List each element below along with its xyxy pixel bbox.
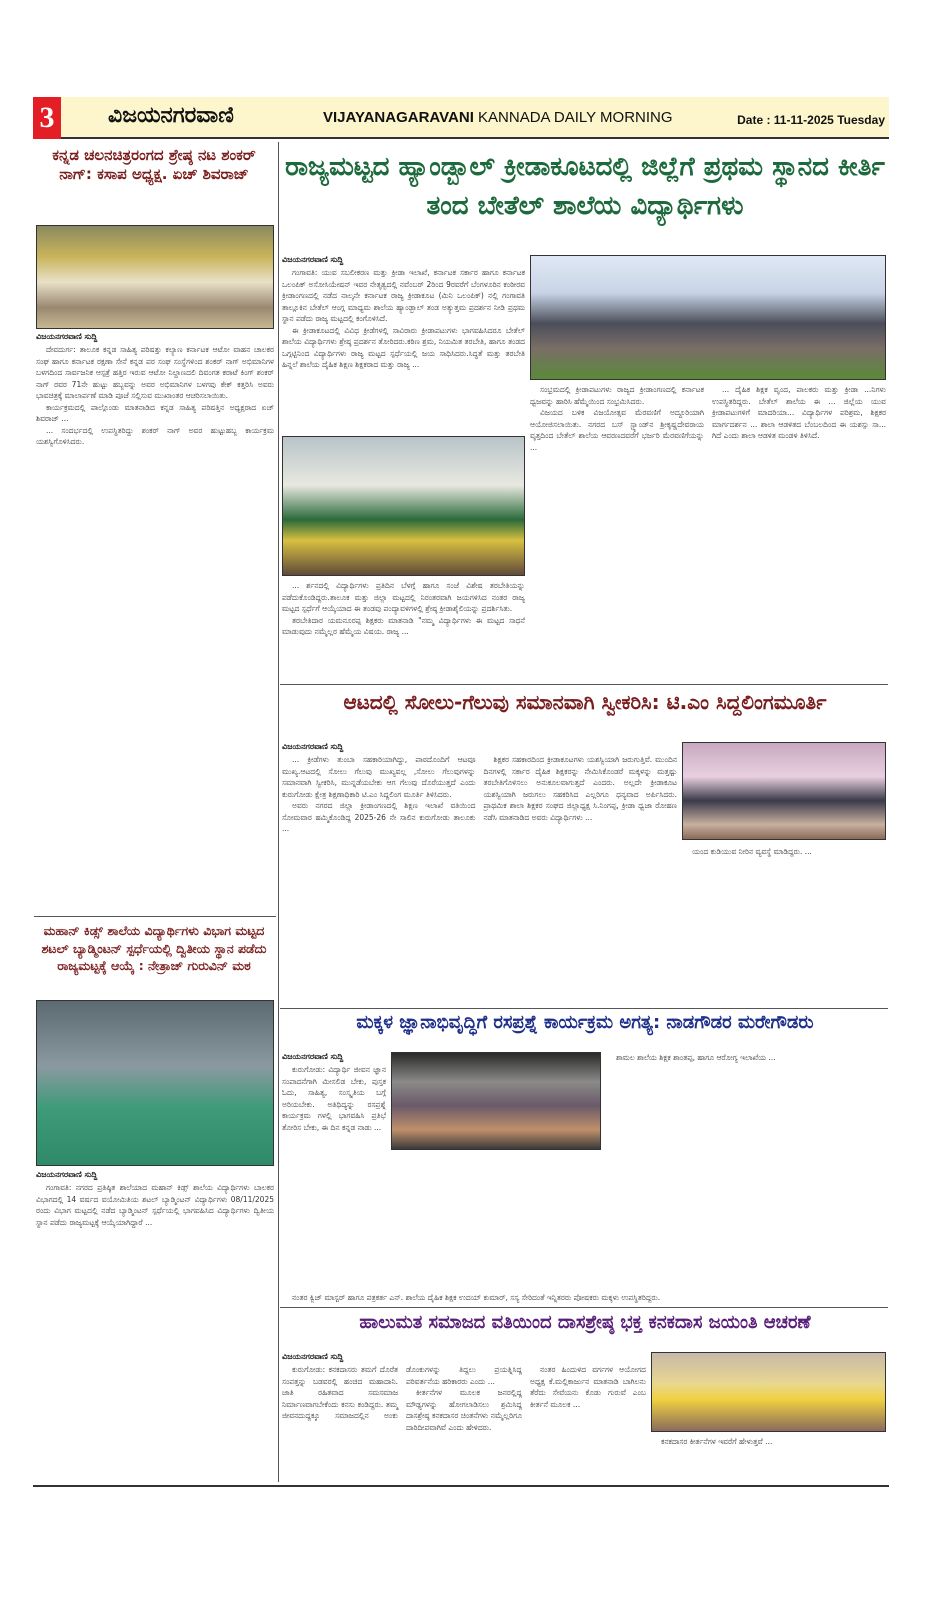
paragraph: ಶಾಮಲ ಶಾಲೆಯ ಶಿಕ್ಷಕ ಶಾಂತಪ್ಪ, ಹಾಗೂ ಆರೋಗ್ಯ ಇಲಾಖೆಯ ... xyxy=(616,1053,776,1062)
column-divider xyxy=(278,142,279,1482)
paragraph: ಗಂಗಾವತಿ: ಯುವ ಸಬಲೀಕರಣ ಮತ್ತು ಕ್ರೀಡಾ ಇಲಾಖೆ, ಕರ್ನಾಟಕ ಸರ್ಕಾರ ಹಾಗೂ ಕರ್ನಾಟಕ ಒಲಂಪಿಕ್ ಅಸೋಸಿಯೇಷನ್ ಇವರ ನೇತೃತ್ವದಲ್ಲಿ ನವೆಂಬರ್ 2ರಿಂದ 9ರವರೆಗೆ ಬೆಂಗಳೂರಿನ ಕಂಠೀರವ ಕ್ರೀಡಾಂಗಣದಲ್ಲಿ ನಡೆದ ನಾಲ್ಕನೇ ಕರ್ನಾಟಕ ರಾಜ್ಯ ಕ್ರೀಡಾಕೂಟ (ಮಿನಿ ಒಲಂಪಿಕ್) ನಲ್ಲಿ ಗಂಗಾವತಿ ತಾಲ್ಲೂಕಿನ ಬೇತೆಲ್ ಆಂಗ್ಲ ಮಾಧ್ಯಮ ಶಾಲೆಯ ಹ್ಯಾಂಡ್ಬಾಲ್ ತಂಡ ಅತ್ಯುತ್ತಮ ಪ್ರದರ್ಶನ ನೀಡಿ ಪ್ರಥಮ ಸ್ಥಾನ ಪಡೆದು ರಾಜ್ಯ ಮಟ್ಟದಲ್ಲಿ ಕಂಗೊಳಿಸಿದೆ. xyxy=(282,268,525,323)
photo-kanakadasa xyxy=(651,1352,886,1432)
paragraph: ... ಸಂದರ್ಭದಲ್ಲಿ ಉಪಸ್ಥಿತರಿದ್ದು ಶಂಕರ್ ನಾಗ್ ಅವರ ಹುಟ್ಟುಹಬ್ಬ ಕಾರ್ಯಕ್ರಮ ಯಶಸ್ವಿಗೊಳಿಸಿದರು. xyxy=(36,425,274,446)
photo-quiz-group xyxy=(391,1052,601,1150)
byline: ವಿಜಯನಗರವಾಣಿ ಸುದ್ದಿ xyxy=(282,1352,344,1361)
paragraph: ಅವರು ನಗರದ ಜಿಲ್ಲಾ ಕ್ರೀಡಾಂಗಣದಲ್ಲಿ ಶಿಕ್ಷಣ ಇಲಾಖೆ ವತಿಯಿಂದ ಸೋಮವಾರ ಹಮ್ಮಿಕೊಂಡಿದ್ದ 2025-26 ನೇ ಸಾಲಿನ ಕುರುಗೋಡು ತಾಲೂಕು ... xyxy=(282,801,476,833)
paragraph: ಸಂಭ್ರಮದಲ್ಲಿ ಕ್ರೀಡಾಪಟುಗಳು ರಾಜ್ಯದ ಕ್ರೀಡಾಂಗಣದಲ್ಲಿ ಕರ್ನಾಟಕ ಧ್ವಜವನ್ನು ಹಾರಿಸಿ ಹೆಮ್ಮೆಯಿಂದ ಸಂಭ್ರಮಿಸಿದರು. xyxy=(530,385,704,406)
article-body-continued xyxy=(606,1052,886,1302)
paragraph: ಯಂದ ಕುಡಿಯುವ ನೀರಿನ ವ್ಯವಸ್ಥೆ ಮಾಡಿದ್ದರು. ... xyxy=(692,847,812,856)
article-body xyxy=(36,344,274,914)
byline: ವಿಜಯನಗರವಾಣಿ ಸುದ್ದಿ xyxy=(282,255,344,264)
photo-badminton xyxy=(36,1000,274,1166)
photo-sports-stage xyxy=(682,742,886,840)
article-body xyxy=(36,1182,274,1482)
masthead xyxy=(33,97,889,139)
paragraph: ವಿಜಯದ ಬಳಿಕ ವಿಜಯೋತ್ಸವ ಮೆರವಣಿಗೆ ಅದ್ದೂರಿಯಾಗಿ ಆಯೋಜಿಸಲಾಯಿತು. ನಗರದ ಬಸ್ ಸ್ಟ್ಯಾಂಡ್‌ನ ಶ್ರೀಕೃಷ್ಣದೇವರಾಯ ವೃತ್ತದಿಂದ ಬೇತೆಲ್ ಶಾಲೆಯ ಆವರಣದವರೆಗೆ ಭರ್ಜರಿ ಮೆರವಣಿಗೆಯನ್ನು ... xyxy=(530,408,704,452)
article-body-continued xyxy=(651,1436,886,1482)
photo-award-stage xyxy=(530,255,886,380)
divider xyxy=(34,916,276,917)
byline: ವಿಜಯನಗರವಾಣಿ ಸುದ್ದಿ xyxy=(282,742,344,751)
paragraph: ಕುರುಗೋಡು: ವಿದ್ಯಾರ್ಥಿ ಜೀವನ ಜ್ಞಾನ ಸಂಪಾದನೆಗಾಗಿ ಮೀಸಲಿಡ ಬೇಕು, ಪುಸ್ತಕ ಓದು, ಸಾಹಿತ್ಯ, ಸಂಸ್ಕೃತಿಯ ಬಗ್ಗೆ ಅರಿಯಬೇಕು. ಅತಿಥಿದ್ಯನ್ನು ರಸಪ್ರಶ್ನೆ ಕಾರ್ಯಕ್ರಮ ಗಳಲ್ಲಿ ಭಾಗವಹಿಸಿ ಪ್ರತಿಭೆ ತೋರಿಸ ಬೇಕು, ಈ ದಿನ ಕನ್ನಡ ನಾಡು ... xyxy=(282,1065,386,1132)
paragraph: ... ರ್ಶನದಲ್ಲಿ ವಿದ್ಯಾರ್ಥಿಗಳು ಪ್ರತಿದಿನ ಬೆಳಗ್ಗೆ ಹಾಗೂ ಸಂಜೆ ವಿಶೇಷ ತರಬೇತಿಯನ್ನು ಪಡೆದುಕೊಂಡಿದ್ದರು.ತಾಲೂಕ ಮತ್ತು ಜಿಲ್ಲಾ ಮಟ್ಟದಲ್ಲಿ ನಿರಂತರವಾಗಿ ಜಯಗಳಿಸಿದ ನಂತರ ರಾಜ್ಯ ಮಟ್ಟದ ಸ್ಪರ್ಧೆಗೆ ಆಯ್ಕೆಯಾದ ಈ ತಂಡವು ಪಂದ್ಯಾವಳಿಗಳಲ್ಲಿ ಶ್ರೇಷ್ಠ ಕ್ರೀಡಾಶೈಲಿಯನ್ನು ಪ್ರದರ್ಶಿಸಿತು. xyxy=(282,581,525,613)
paragraph: ಕಾರ್ಯಕ್ರಮದಲ್ಲಿ ಪಾಲ್ಗೊಂಡು ಮಾತನಾಡಿದ ಕನ್ನಡ ಸಾಹಿತ್ಯ ಪರಿಷತ್ತಿನ ಅಧ್ಯಕ್ಷರಾದ ಏಚ್ ಶಿವರಾಜ್ ... xyxy=(36,402,274,423)
headline-sports-meet: ಆಟದಲ್ಲಿ ಸೋಲು-ಗೆಲುವು ಸಮಾನವಾಗಿ ಸ್ವೀಕರಿಸಿ: ಟಿ.ಎಂ ಸಿದ್ದಲಿಂಗಮೂರ್ತಿ xyxy=(343,690,827,714)
headline-quiz: ಮಕ್ಕಳ ಜ್ಞಾನಾಭಿವೃದ್ಧಿಗೆ ರಸಪ್ರಶ್ನೆ ಕಾರ್ಯಕ್ರಮ ಅಗತ್ಯ: ನಾಡಗೌಡರ ಮರೇಗೌಡರು xyxy=(356,1012,814,1033)
article-body-continued xyxy=(282,1292,886,1304)
paragraph: ... ದೈಹಿಕ ಶಿಕ್ಷಕ ವೃಂದ, ಪಾಲಕರು ಮತ್ತು ಕ್ರೀಡಾ ...ನಿಗಳು ಉಪಸ್ಥಿತರಿದ್ದರು. ಬೇತೆಲ್ ಶಾಲೆಯ ಈ ... ಜಿಲ್ಲೆಯ ಯುವ ಕ್ರೀಡಾಪಟುಗಳಿಗೆ ಮಾದರಿಯಾ... ವಿದ್ಯಾರ್ಥಿಗಳ ಪರಿಶ್ರಮ, ಶಿಕ್ಷಕರ ಮಾರ್ಗದರ್ಶನ ... ಶಾಲಾ ಆಡಳಿತದ ಬೆಂಬಲದಿಂದ ಈ ಯಶಸ್ಸು ಸಾ... ಗಿದೆ ಎಂದು ಶಾಲಾ ಆಡಳಿತ ಮಂಡಳಿ ತಿಳಿಸಿದೆ. xyxy=(712,385,886,440)
page-number: 3 xyxy=(33,97,61,139)
paragraph: ಶಿಕ್ಷಕರ ಸಹಕಾರದಿಂದ ಕ್ರೀಡಾಕೂಟಗಳು ಯಶಸ್ವಿಯಾಗಿ ಜರುಗುತ್ತಿವೆ. ಮುಂದಿನ ದಿನಗಳಲ್ಲಿ ಸರ್ಕಾರ ದೈಹಿಕ ಶಿಕ್ಷಕರನ್ನು ನೇಮಿಸಿಕೊಂಡರೆ ಮಕ್ಕಳನ್ನು ಮತ್ತಷ್ಟು ತರಬೇತಿಗೊಳಿಸಲು ಅನುಕೂಲವಾಗುತ್ತದೆ ಎಂದರು. ಅಲ್ಲದೇ ಕ್ರೀಡಾಕೂಟ ಯಶಸ್ವಿಯಾಗಿ ಜರುಗಲು ಸಹಕರಿಸಿದ ಎಲ್ಲರಿಗೂ ಧನ್ಯವಾದ ಅರ್ಪಿಸಿದರು. ಪ್ರಾಥಮಿಕ ಶಾಲಾ ಶಿಕ್ಷಕರ ಸಂಘದ ಜಿಲ್ಲಾಧ್ಯಕ್ಷ ಸಿ.ನಿಂಗಪ್ಪ, ಕ್ರೀಡಾ ಧ್ವಜಾ ರೋಹಣ ನಡೆಸಿ ಮಾತನಾಡಿದ ಅವರು ವಿದ್ಯಾರ್ಥಿಗಳು ... xyxy=(483,755,677,822)
divider xyxy=(280,684,888,685)
paragraph: ದೇವದುರ್ಗ: ತಾಲೂಕ ಕನ್ನಡ ಸಾಹಿತ್ಯ ಪರಿಷತ್ತು ಕಲ್ಯಾಣ ಕರ್ನಾಟಕ ಆಟೋ ವಾಹನ ಚಾಲಕರ ಸಂಘ ಹಾಗೂ ಕರ್ನಾಟಕ ರಕ್ಷಣಾ ಸೇನೆ ಕನ್ನಡ ಪರ ಸಂಘ ಸಂಸ್ಥೆಗಳಿಂದ ಶಂಕರ್ ನಾಗ್ ಅಭಿಮಾನಿಗಳ ಬಳಗದಿಂದ ಸಾರ್ವಜನಿಕ ಆಸ್ಪತ್ರೆ ಹತ್ತಿರ ಇರುವ ಆಟೋ ನಿಲ್ದಾಣದಲಿ ದಿವಂಗತ ಕರಾಟೆ ಕಿಂಗ್ ಶಂಕರ್ ನಾಗ್ ರವರ 71ನೇ ಹುಟ್ಟು ಹಬ್ಬವನ್ನು ಅವರ ಅಭಿಮಾನಿಗಳ ಬಳಗವು ಕೇಕ್ ಕತ್ತರಿಸಿ ಅವರು ಭಾವಚಿತ್ರಕ್ಕೆ ಮಾಲಾರ್ಪಣೆ ಮಾಡಿ ಪೂಜೆ ಸಲ್ಲಿಸುವ ಮುಖಾಂತರ ಆಚರಿಸಲಾಯಿತು. xyxy=(36,345,274,400)
article-body-continued xyxy=(682,846,886,1004)
name-bold: VIJAYANAGARAVANI xyxy=(323,109,474,126)
byline: ವಿಜಯನಗರವಾಣಿ ಸುದ್ದಿ xyxy=(282,1052,344,1061)
byline: ವಿಜಯನಗರವಾಣಿ ಸುದ್ದಿ xyxy=(36,332,98,341)
article-body-continued xyxy=(530,384,886,574)
newspaper-logo: ವಿಜಯನಗರವಾಣಿ xyxy=(108,103,234,128)
divider xyxy=(280,1008,888,1009)
bottom-rule xyxy=(33,1485,889,1487)
issue-date: Date : 11-11-2025 Tuesday xyxy=(737,113,885,127)
paragraph: ಕುರುಗೋಡು: ಕನಕದಾಸರು ತಮಗೆ ದೊರೆತ ಸಂಪತ್ತನ್ನು ಬಡವರಲ್ಲಿ ಹಂಚಿದ ಮಹಾದಾನಿ. ಜಾತಿ ರಹಿತವಾದ ಸಮಸಮಾಜ ನಿರ್ಮಾಣವಾಗಬೇಕೆಂದು ಕನಸು ಕಂಡಿದ್ದರು. ತಮ್ಮ ಜೀವನದುದ್ದಕ್ಕೂ ಸಮಾಜದಲ್ಲಿನ ಅಂಕು ಡೊಂಕುಗಳನ್ನು ತಿದ್ದಲು ಪ್ರಯತ್ನಿಸಿದ್ದ ಪರಿವರ್ತನೆಯ ಹರಿಕಾರರು ಎಂದು ... xyxy=(282,1365,522,1420)
paragraph: ನಂತರ ಕ್ವಿಜ್ ಮಾಸ್ಟರ್ ಹಾಗೂ ಪತ್ರಕರ್ತ ಎನ್. ಶಾಲೆಯ ದೈಹಿಕ ಶಿಕ್ಷಕ ಉದಯ್ ಕುಮಾರ್, ಸಸ್ಯ ಸೇರಿದಂತೆ ಇನ್ನಿತರರು ಪೋಷಕರು ಮಕ್ಕಳು ಉಪಸ್ಥಿತರಿದ್ದರು. xyxy=(292,1293,661,1302)
paragraph: ಕೀರ್ತನೆಗಳ ಮೂಲಕ ಜನರಲ್ಲಿದ್ದ ಮೌಢ್ಯಗಳನ್ನು ಹೋಗಲಾಡಿಸಲು ಶ್ರಮಿಸಿದ್ದ ದಾಸಶ್ರೇಷ್ಠ ಕನಕದಾಸರ ಚಿಂತನೆಗಳು ನಮ್ಮೆಲ್ಲರಿಗೂ ದಾರಿದೀಪವಾಗಿವೆ ಎಂದು ಹೇಳಿದರು. xyxy=(406,1388,522,1432)
headline-badminton: ಮಹಾನ್ ಕಿಡ್ಸ್ ಶಾಲೆಯ ವಿದ್ಯಾರ್ಥಿಗಳು ವಿಭಾಗ ಮಟ್ಟದ ಶಟಲ್ ಬ್ಯಾಡ್ಮಿಂಟನ್ ಸ್ಪರ್ಧೆಯಲ್ಲಿ ದ್ವಿತೀಯ ಸ್ಥಾನ ಪಡೆದು ರಾಜ್ಯಮಟ್ಟಕ್ಕೆ ಆಯ್ಕೆ : ನೇತ್ರಾಜ್ ಗುರುವಿನ್ ಮಠ xyxy=(41,923,267,973)
newspaper-name xyxy=(323,109,673,126)
photo-tribute xyxy=(36,225,274,329)
paragraph: ಈ ಕ್ರೀಡಾಕೂಟದಲ್ಲಿ ವಿವಿಧ ಕ್ರೀಡೆಗಳಲ್ಲಿ ಸಾವಿರಾರು ಕ್ರೀಡಾಪಟುಗಳು ಭಾಗವಹಿಸಿದರೂ ಬೇತೆಲ್ ಶಾಲೆಯ ವಿದ್ಯಾರ್ಥಿಗಳು ಶ್ರೇಷ್ಠ ಪ್ರದರ್ಶನ ತೋರಿದರು.ಕಠಿಣ ಶ್ರಮ, ನಿಯಮಿತ ತರಬೇತಿ, ಹಾಗೂ ತಂಡದ ಒಗ್ಗಟ್ಟಿನಿಂದ ವಿದ್ಯಾರ್ಥಿಗಳು ರಾಜ್ಯ ಮಟ್ಟದ ಸ್ಪರ್ಧೆಯಲ್ಲಿ ಜಯ ಸಾಧಿಸಿದರು.ಸಿದ್ಧತೆ ಮತ್ತು ತರಬೇತಿ ಹಿನ್ನಲೆ ಶಾಲೆಯ ದೈಹಿಕ ಶಿಕ್ಷಣ ಶಿಕ್ಷಕರಾದ ಮತ್ತು ರಾಜ್ಯ ... xyxy=(282,325,525,369)
article-body xyxy=(282,754,677,1004)
paragraph: ತರಬೇತಿದಾರ ಯಮನೂರಪ್ಪ ಶಿಕ್ಷಕರು ಮಾತನಾಡಿ "ನಮ್ಮ ವಿದ್ಯಾರ್ಥಿಗಳು ಈ ಮಟ್ಟದ ಸಾಧನೆ ಮಾಡುವುದು ನಮ್ಮೆಲ್ಲರ ಹೆಮ್ಮೆಯ ವಿಷಯ. ರಾಜ್ಯ ... xyxy=(282,615,525,636)
divider xyxy=(280,1307,888,1308)
headline-handball: ರಾಜ್ಯಮಟ್ಟದ ಹ್ಯಾಂಡ್ಬಾಲ್ ಕ್ರೀಡಾಕೂಟದಲ್ಲಿ ಜಿಲ್ಲೆಗೆ ಪ್ರಥಮ ಸ್ಥಾನದ ಕೀರ್ತಿ ತಂದ ಬೇತೆಲ್ ಶಾಲೆಯ ವಿದ್ಯಾರ್ಥಿಗಳು xyxy=(285,152,885,221)
headline-shankar-nag: ಕನ್ನಡ ಚಲನಚಿತ್ರರಂಗದ ಶ್ರೇಷ್ಠ ನಟ ಶಂಕರ್ ನಾಗ್: ಕಸಾಪ ಅಧ್ಯಕ್ಷ. ಏಚ್ ಶಿವರಾಜ್ xyxy=(52,146,256,183)
photo-team-banner xyxy=(282,436,525,576)
article-body xyxy=(282,1364,646,1482)
byline: ವಿಜಯನಗರವಾಣಿ ಸುದ್ದಿ xyxy=(36,1170,98,1179)
article-body-continued xyxy=(282,580,525,680)
name-rest: KANNADA DAILY MORNING xyxy=(473,109,673,126)
article-body xyxy=(282,1064,386,1304)
headline-kanakadasa: ಹಾಲುಮತ ಸಮಾಜದ ವತಿಯಿಂದ ದಾಸಶ್ರೇಷ್ಠ ಭಕ್ತ ಕನಕದಾಸ ಜಯಂತಿ ಆಚರಣೆ xyxy=(359,1312,811,1333)
paragraph: ಕನಕದಾಸರ ಕೀರ್ತನೆಗಳ ಇವರೆಗೆ ಹೇಳುತ್ತವೆ ... xyxy=(661,1437,773,1446)
paragraph: ನಂತರ ಹಿಂದುಳಿದ ವರ್ಗಗಳ ಆಯೋಗದ ಅಧ್ಯಕ್ಷ ಕೆ.ಮಲ್ಲಿಕಾರ್ಜುನ ಮಾತನಾಡಿ ಬಾಗಿಲನು ತೆರೆದು ಸೇವೆಯನು ಕೊಡು ಗುರುವೆ ಎಂಬ ಕೀರ್ತನೆ ಮೂಲಕ ... xyxy=(530,1365,646,1409)
article-body xyxy=(282,267,525,432)
paragraph: ಗಂಗಾವತಿ: ನಗರದ ಪ್ರತಿಷ್ಠಿತ ಶಾಲೆಯಾದ ಮಹಾನ್ ಕಿಡ್ಸ್ ಶಾಲೆಯ ವಿದ್ಯಾರ್ಥಿಗಳು ಬಾಲಕರ ವಿಭಾಗದಲ್ಲಿ 14 ವರ್ಷದ ವಯೋಮಿತಿಯ ಶಟಲ್ ಬ್ಯಾಡ್ಮಿಂಟನ್ ವಿದ್ಯಾರ್ಥಿಗಳು 08/11/2025 ರಂದು ವಿಭಾಗ ಮಟ್ಟದಲ್ಲಿ ನಡೆದ ಬ್ಯಾಡ್ಮಿಂಟನ್ ಸ್ಪರ್ಧೆಯಲ್ಲಿ ಭಾಗವಹಿಸಿದ ವಿದ್ಯಾರ್ಥಿಗಳು ದ್ವಿತೀಯ ಸ್ಥಾನ ಪಡೆದು ರಾಜ್ಯಮಟ್ಟಕ್ಕೆ ಆಯ್ಕೆಯಾಗಿದ್ದಾರೆ ... xyxy=(36,1183,274,1227)
paragraph: ... ಕ್ರೀಡೆಗಳು ತುಂಬಾ ಸಹಕಾರಿಯಾಗಿದ್ದು, ಪಾಠದೊಂದಿಗೆ ಆಟವೂ ಮುಖ್ಯ.ಆಟದಲ್ಲಿ ಸೋಲು ಗೆಲುವು ಮುಖ್ಯವಲ್ಲ ,ಸೋಲು ಗೆಲುವುಗಳನ್ನು ಸಮಾನವಾಗಿ ಸ್ವೀಕರಿಸಿ, ಮುನ್ನಡೆಯಬೇಕು ಆಗ ಗೆಲುವು ದೊರೆಯುತ್ತದೆ ಎಂದು ಕುರುಗೋಡು ಕ್ಷೇತ್ರ ಶಿಕ್ಷಣಾಧಿಕಾರಿ ಟಿ.ಎಂ ಸಿದ್ದಲಿಂಗ ಮೂರ್ತಿ ತಿಳಿಸಿದರು. xyxy=(282,755,476,799)
